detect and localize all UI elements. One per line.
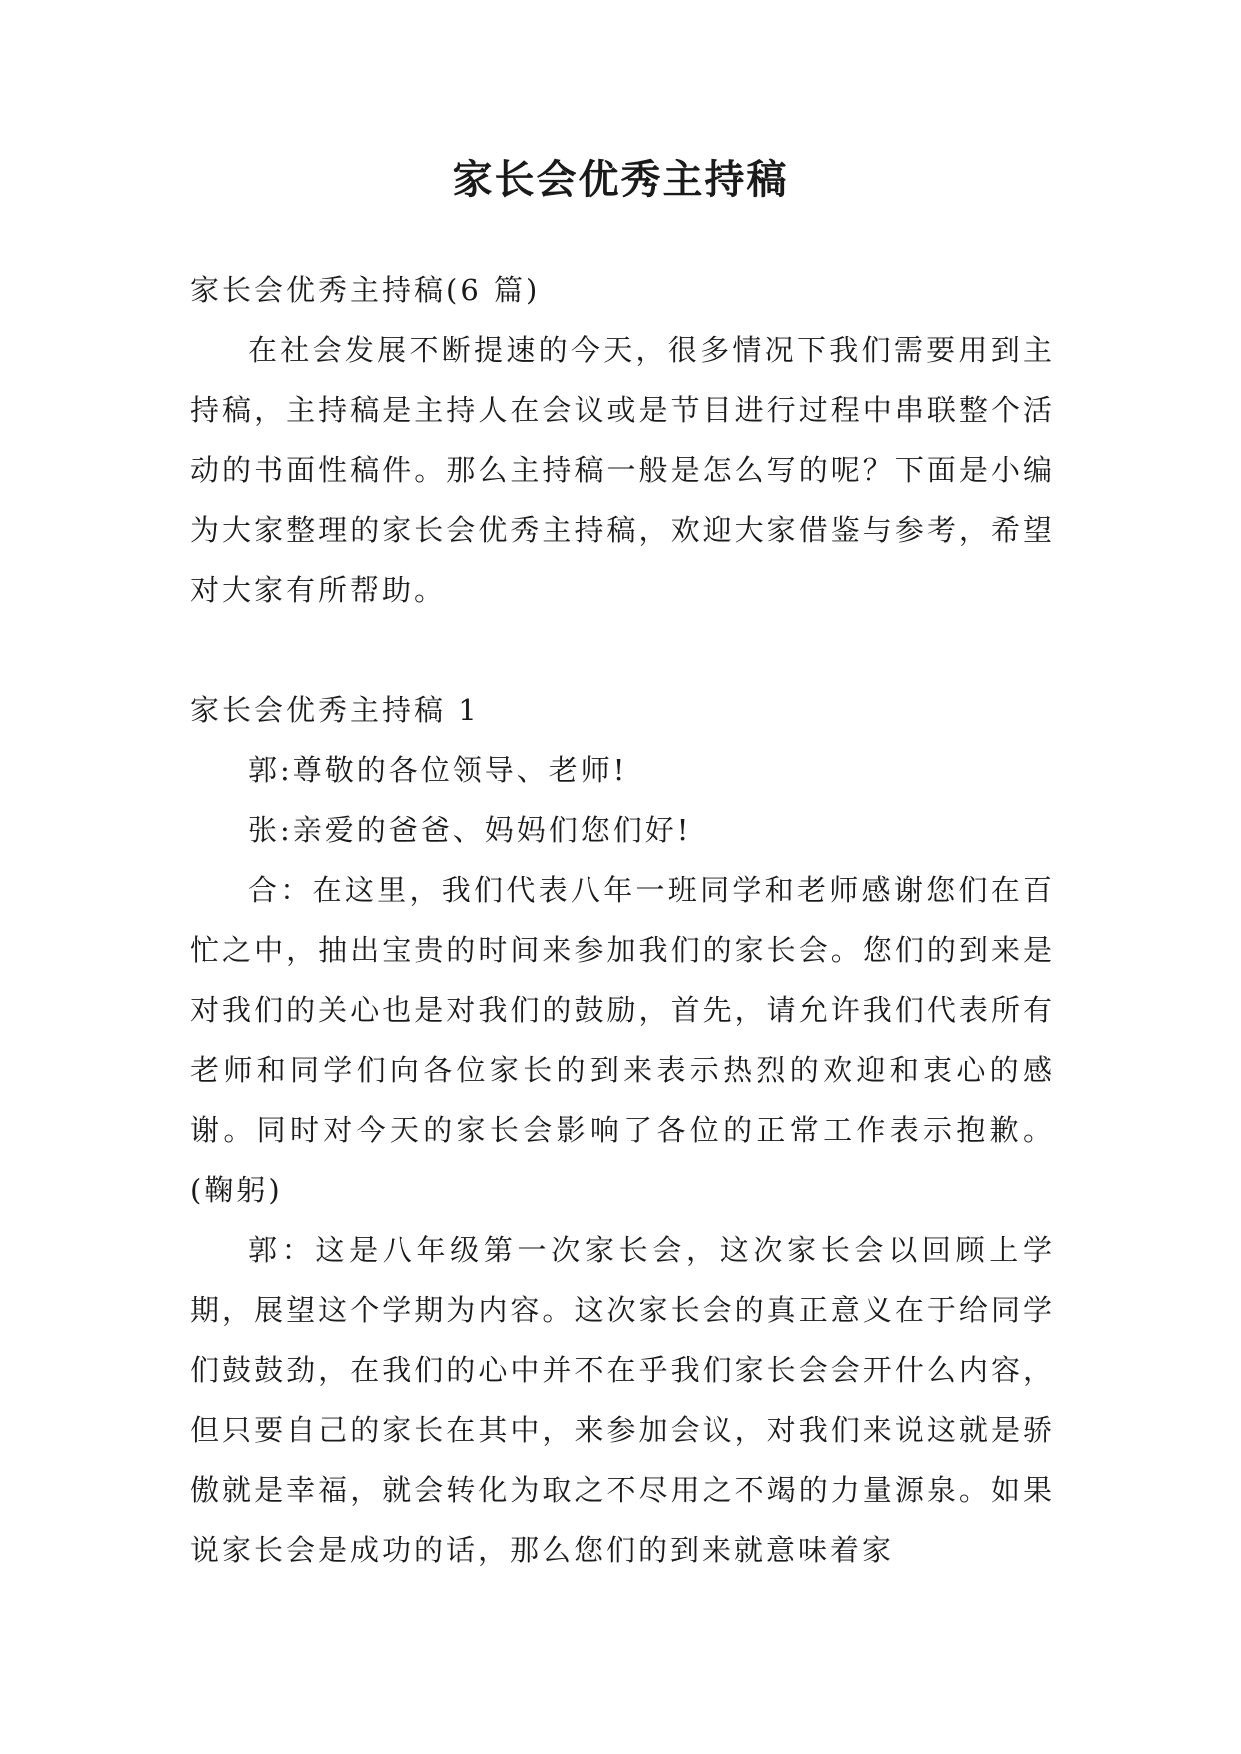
- section-spacer: [190, 620, 1055, 680]
- greeting-guo: 郭:尊敬的各位领导、老师!: [248, 753, 628, 787]
- document-body: [190, 260, 1055, 1580]
- intro-paragraph: 在社会发展不断提速的今天，很多情况下我们需要用到主持稿，主持稿是主持人在会议或是节目进行过程中串联整个活动的书面性稿件。那么主持稿一般是怎么写的呢？下面是小编为大家整理的家长会优秀主持稿，欢迎大家借鉴与参考，希望对大家有所帮助。: [190, 333, 1055, 607]
- guo-speech-paragraph: 郭：这是八年级第一次家长会，这次家长会以回顾上学期，展望这个学期为内容。这次家长会的真正意义在于给同学们鼓鼓劲，在我们的心中并不在乎我们家长会会开什么内容，但只要自己的家长在其中，来参加会议，对我们来说这就是骄傲就是幸福，就会转化为取之不尽用之不竭的力量源泉。如果说家长会是成功的话，那么您们的到来就意味着家: [190, 1233, 1055, 1567]
- document-subtitle: 家长会优秀主持稿(6 篇): [190, 273, 541, 307]
- joint-speech-paragraph: 合：在这里，我们代表八年一班同学和老师感谢您们在百忙之中，抽出宝贵的时间来参加我们的家长会。您们的到来是对我们的关心也是对我们的鼓励，首先，请允许我们代表所有老师和同学们向各位家长的到来表示热烈的欢迎和衷心的感谢。同时对今天的家长会影响了各位的正常工作表示抱歉。(鞠躬): [190, 873, 1055, 1207]
- section-heading: 家长会优秀主持稿 1: [190, 693, 480, 727]
- greeting-zhang: 张:亲爱的爸爸、妈妈们您们好!: [248, 813, 692, 847]
- document-title: 家长会优秀主持稿: [452, 157, 789, 203]
